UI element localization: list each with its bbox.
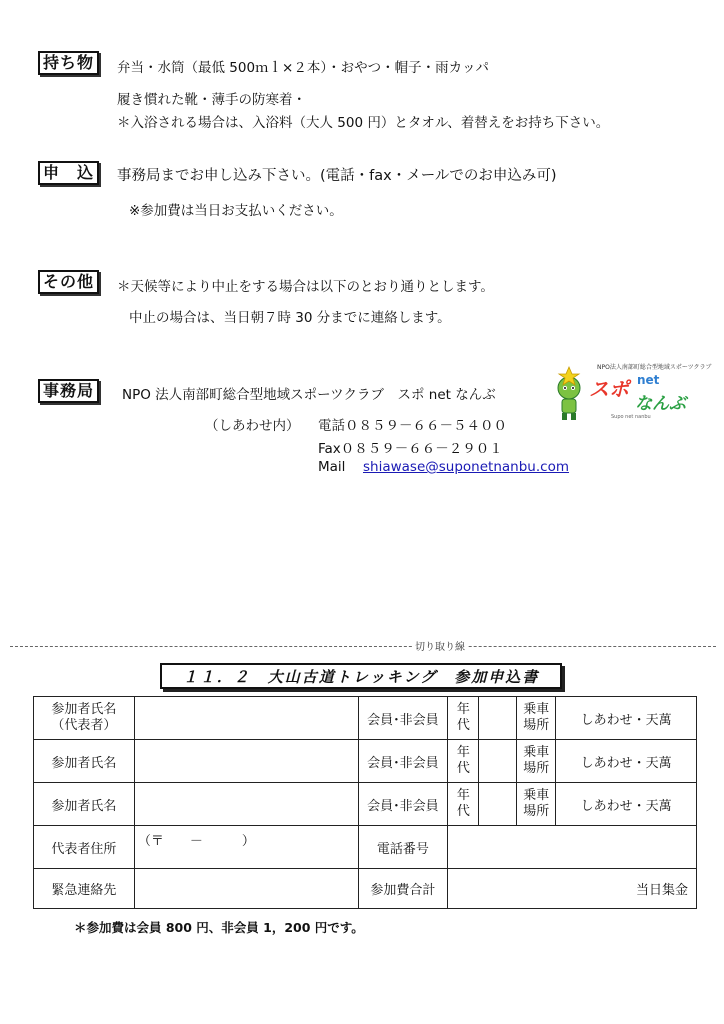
other-line-1: ＊天候等により中止をする場合は以下のとおり通りとします。 xyxy=(117,279,494,295)
office-mail-label: Mail xyxy=(318,459,346,475)
items-line-2: 履き慣れた靴・薄手の防寒着・ xyxy=(117,92,306,108)
address-label: 代表者住所 xyxy=(34,826,135,869)
participant-row xyxy=(34,697,697,740)
member-select[interactable]: 会員･非会員 xyxy=(358,697,448,740)
age-label: 年 代 xyxy=(448,783,479,826)
emergency-label: 緊急連絡先 xyxy=(34,869,135,909)
office-fax: Fax０８５９－６６－２９０１ xyxy=(318,441,503,457)
office-tel: 電話０８５９－６６－５４００ xyxy=(318,418,507,434)
boarding-label: 乗車 場所 xyxy=(517,783,556,826)
member-select[interactable]: 会員･非会員 xyxy=(358,783,448,826)
phone-label: 電話番号 xyxy=(358,826,448,869)
apply-line-1: 事務局までお申し込み下さい。(電話・fax・メールでのお申込み可) xyxy=(117,168,557,184)
age-label: 年 代 xyxy=(448,697,479,740)
address-input-cell[interactable] xyxy=(134,826,358,869)
fee-note: 当日集金 xyxy=(635,883,688,898)
age-input-cell[interactable] xyxy=(479,783,517,826)
name-label: 参加者氏名 xyxy=(34,740,135,783)
logo-net: net xyxy=(637,373,660,387)
name-input-cell[interactable] xyxy=(134,783,358,826)
age-input-cell[interactable] xyxy=(479,740,517,783)
postal-code-hint: （〒 － ） xyxy=(137,834,255,849)
phone-input-cell[interactable] xyxy=(448,826,697,869)
items-line-1: 弁当・水筒（最低 500ｍｌ×２本）・おやつ・帽子・雨カッパ xyxy=(117,60,489,76)
fee-note-footer: ＊参加費は会員 800 円、非会員 1，200 円です。 xyxy=(74,920,364,935)
boarding-label: 乗車 場所 xyxy=(517,697,556,740)
boarding-stop-select[interactable]: しあわせ・天萬 xyxy=(556,783,697,826)
items-heading: 持ち物 xyxy=(38,51,99,75)
emergency-input-cell[interactable] xyxy=(134,869,358,909)
name-input-cell[interactable] xyxy=(134,697,358,740)
office-location: （しあわせ内） xyxy=(205,418,300,434)
fee-cell[interactable] xyxy=(448,869,697,909)
logo-nanbu: なんぶ xyxy=(635,394,686,414)
cut-line xyxy=(10,646,716,647)
logo-sub-text: Supo net nanbu xyxy=(611,414,651,420)
fee-label: 参加費合計 xyxy=(358,869,448,909)
logo-small-text: NPO法人南部町総合型地域スポーツクラブ xyxy=(597,364,712,371)
application-form xyxy=(33,696,697,909)
age-input-cell[interactable] xyxy=(479,697,517,740)
emergency-row xyxy=(34,869,697,909)
office-org: NPO 法人南部町総合型地域スポーツクラブ スポ net なんぶ xyxy=(122,387,496,403)
office-mail-link[interactable]: shiawase@suponetnanbu.com xyxy=(363,459,569,475)
form-title: １１．２ 大山古道トレッキング 参加申込書 xyxy=(160,663,562,689)
name-label: 参加者氏名 （代表者） xyxy=(34,697,135,740)
cut-line-label: 切り取り線 xyxy=(412,638,468,653)
boarding-label: 乗車 場所 xyxy=(517,740,556,783)
age-label: 年 代 xyxy=(448,740,479,783)
items-line-3: ＊入浴される場合は、入浴料（大人 500 円）とタオル、着替えをお持ち下さい。 xyxy=(117,115,610,131)
apply-line-2: ※参加費は当日お支払いください。 xyxy=(129,203,343,219)
member-select[interactable]: 会員･非会員 xyxy=(358,740,448,783)
boarding-stop-select[interactable]: しあわせ・天萬 xyxy=(556,740,697,783)
participant-row xyxy=(34,783,697,826)
name-input-cell[interactable] xyxy=(134,740,358,783)
name-label: 参加者氏名 xyxy=(34,783,135,826)
other-line-2: 中止の場合は、当日朝７時 30 分までに連絡します。 xyxy=(129,310,451,326)
other-heading: その他 xyxy=(38,270,99,294)
address-row xyxy=(34,826,697,869)
boarding-stop-select[interactable]: しあわせ・天萬 xyxy=(556,697,697,740)
participant-row xyxy=(34,740,697,783)
apply-heading: 申 込 xyxy=(38,161,99,185)
club-logo xyxy=(551,362,712,424)
logo-supo: スポ xyxy=(589,377,629,401)
office-heading: 事務局 xyxy=(38,379,99,403)
